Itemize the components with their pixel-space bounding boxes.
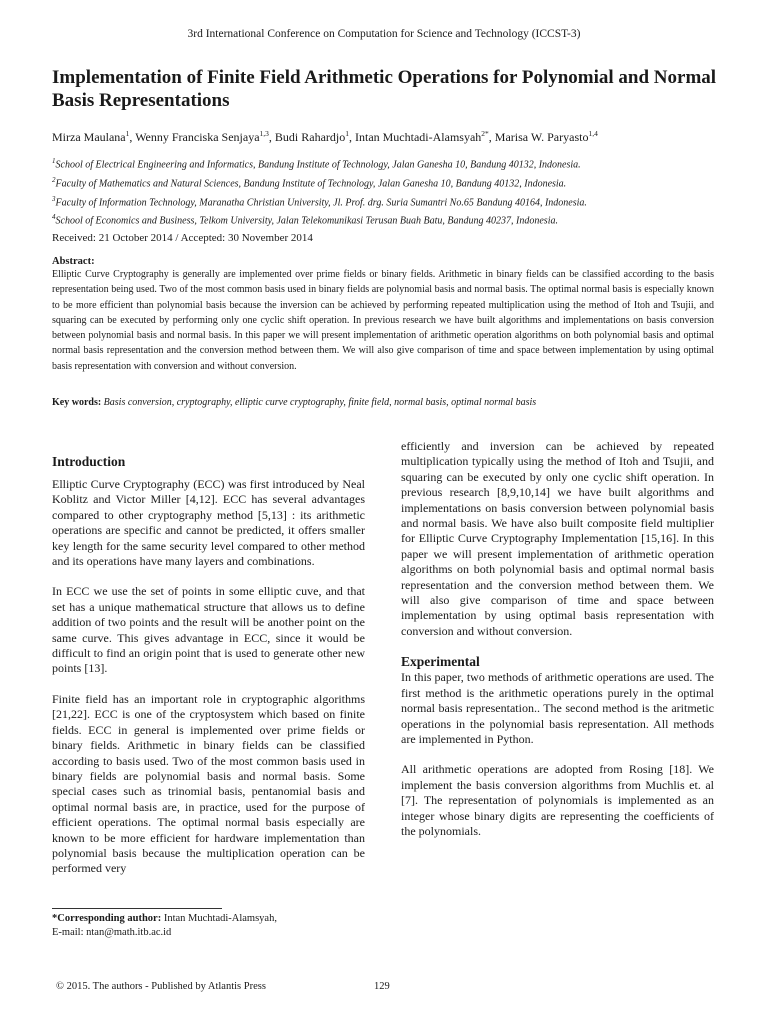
keywords [52, 397, 714, 408]
footnote-divider [52, 908, 222, 909]
author-list: Mirza Maulana$^1$, Wenny Franciska Senjaya$^{1,3}$, Budi Rahardjo$^1$, Intan Muchtadi-Alamsyah$^{2*}$, Marisa W. Paryasto$^{1,4}$ [52, 129, 598, 144]
conference-header: 3rd International Conference on Computation for Science and Technology (ICCST-3) [187, 28, 581, 40]
author-affil-sup: 2* [481, 129, 489, 138]
paper-title: Implementation of Finite Field Arithmetic Operations for Polynomial and Normal Basis Representations [52, 67, 717, 111]
affiliation-sup: 1 [52, 157, 56, 165]
affiliation [52, 173, 724, 192]
left-column [52, 453, 365, 892]
author-name: Mirza Maulana [52, 130, 126, 144]
page-number: 129 [374, 981, 390, 992]
body-paragraph: In ECC we use the set of points in some elliptic cuve, and that set has a unique mathematical structure that allows us to define addition of two points and the result will be another point on the same curve. This gives advantage in ECC, since it would be difficult to find an origin point that is used to generate other new points [13]. [52, 584, 365, 676]
author-name: Wenny Franciska Senjaya [135, 130, 260, 144]
corresponding-author-line [52, 912, 277, 926]
body-paragraph: All arithmetic operations are adopted from Rosing [18]. We implement the basis conversion algorithms from Muchlis et. al [7]. The representation of polynomials is implemented as an integer whose binary digits are representing the coefficients of the polynomials. [401, 762, 714, 838]
affiliation [52, 210, 724, 229]
affiliation-list [52, 154, 724, 229]
section-heading-introduction: Introduction [52, 454, 126, 469]
body-paragraph: In this paper, two methods of arithmetic operations are used. The first method is the arithmetic operations purely in the optimal normal basis representation.. The second method is the aritmetic operations in the polynomial basis representation. All methods are implemented in Python. [401, 670, 714, 746]
author-affil-sup: 1,4 [588, 129, 598, 138]
body-paragraph: efficiently and inversion can be achieved by repeated multiplication typically using the method of Itoh and Tsujii, and squaring can be executed by only one cyclic shift operation. In previous research [8,9,10,14] we have built algorithms and implementations on basis conversion between polynomial basis and normal basis. We have also built composite field multiplier for Elliptic Curve Cryptography Implementation [15,16]. In this paper we will present implementation of arithmetic operation algorithms on both polynomial basis and optimal normal basis representation and the conversion method between them. We will also give comparison of time and space between implementation by using optimal basis representation with conversion and without conversion. [401, 439, 714, 638]
author-name: Intan Muchtadi-Alamsyah [354, 130, 482, 144]
affiliation-text: Faculty of Mathematics and Natural Sciences, Bandung Institute of Technology, Jalan Ganesha 10, Bandung 40132, Indonesia. [55, 178, 567, 190]
body-paragraph: Finite field has an important role in cryptographic algorithms [21,22]. ECC is one of the cryptosystem which based on finite fields. ECC in general is implemented over prime fields or binary fields. Arithmetic in binary fields can be classified according to basis used. Two of the most common basis used in binary fields are polynomial basis and normal basis. Some special cases such as trinomial basis, pentanomial basis and optimal normal basis are, in practice, used for the purpose of efficient operations. The optimal normal basis especially are known to be more efficient for hardware implementation than polynomial basis because the multiplication operation can be performed very [52, 691, 365, 876]
copyright-footer: © 2015. The authors - Published by Atlantis Press [56, 981, 266, 992]
abstract-body: Elliptic Curve Cryptography is generally are implemented over prime fields or binary fields. Arithmetic in binary fields can be classified according to the basis representation being used. Two of the most common basis used in binary fields are polynomial basis and normal basis. The optimal normal basis is especially known to be more efficient than polynomial basis because the inversion can be achieved by performing repeated multiplication using the method of Itoh and Tsujii, and squaring can be executed by performing only one cyclic shift operation. In previous research we have built algorithms and implementations on basis conversion between polynomial basis and normal basis. In this paper we will present implementation of arithmetic operation algorithms on both polynomial basis and optimal normal basis representation and the conversion method between them. We will also give comparison of time and space between implementation by using optimal basis representation with conversion and without conversion. [52, 269, 714, 372]
corresponding-author-name: Intan Muchtadi-Alamsyah, [163, 913, 277, 924]
corresponding-author-email: E-mail: ntan@math.itb.ac.id [52, 927, 172, 938]
affiliation-sup: 3 [52, 194, 56, 203]
affiliation-text: Faculty of Information Technology, Maranatha Christian University, Jl. Prof. drg. Suria Sumantri No.65 Bandung 40164, Indonesia. [55, 196, 587, 208]
corresponding-author-label: *Corresponding author: [52, 913, 162, 924]
corresponding-author-footnote [52, 912, 277, 940]
author-affil-sup: 1 [125, 129, 130, 138]
affiliation-sup: 4 [52, 213, 56, 222]
affiliation [52, 192, 724, 211]
author-affil-sup: 1,3 [259, 129, 269, 138]
received-dates: Received: 21 October 2014 / Accepted: 30 November 2014 [52, 232, 313, 244]
author-name: Budi Rahardjo [274, 130, 346, 144]
affiliation-sup: 2 [52, 175, 56, 184]
affiliation [52, 154, 724, 173]
keywords-label: Key words: [52, 397, 102, 408]
right-column [401, 439, 714, 854]
body-paragraph: Elliptic Curve Cryptography (ECC) was first introduced by Neal Koblitz and Victor Miller [4,12]. ECC has several advantages compared to other cryptography method [5,13] : its arithmetic operations are specific and cannot be predicted, it offers smaller key length for the same security level compared to other method and its operations have many layers and combinations. [52, 477, 365, 569]
author-affil-sup: 1 [345, 129, 349, 138]
affiliation-text: School of Economics and Business, Telkom University, Jalan Telekomunikasi Terusan Buah Batu, Bandung 40237, Indonesia. [55, 215, 558, 227]
affiliation-text: School of Electrical Engineering and Informatics, Bandung Institute of Technology, Jalan Ganesha 10, Bandung 40132, Indonesia. [55, 159, 581, 171]
section-heading-experimental: Experimental [401, 654, 480, 670]
keywords-list: Basis conversion, cryptography, elliptic curve cryptography, finite field, normal basis, optimal normal basis [103, 397, 537, 408]
author-name: Marisa W. Paryasto [494, 130, 589, 144]
abstract-heading: Abstract: [52, 256, 95, 267]
